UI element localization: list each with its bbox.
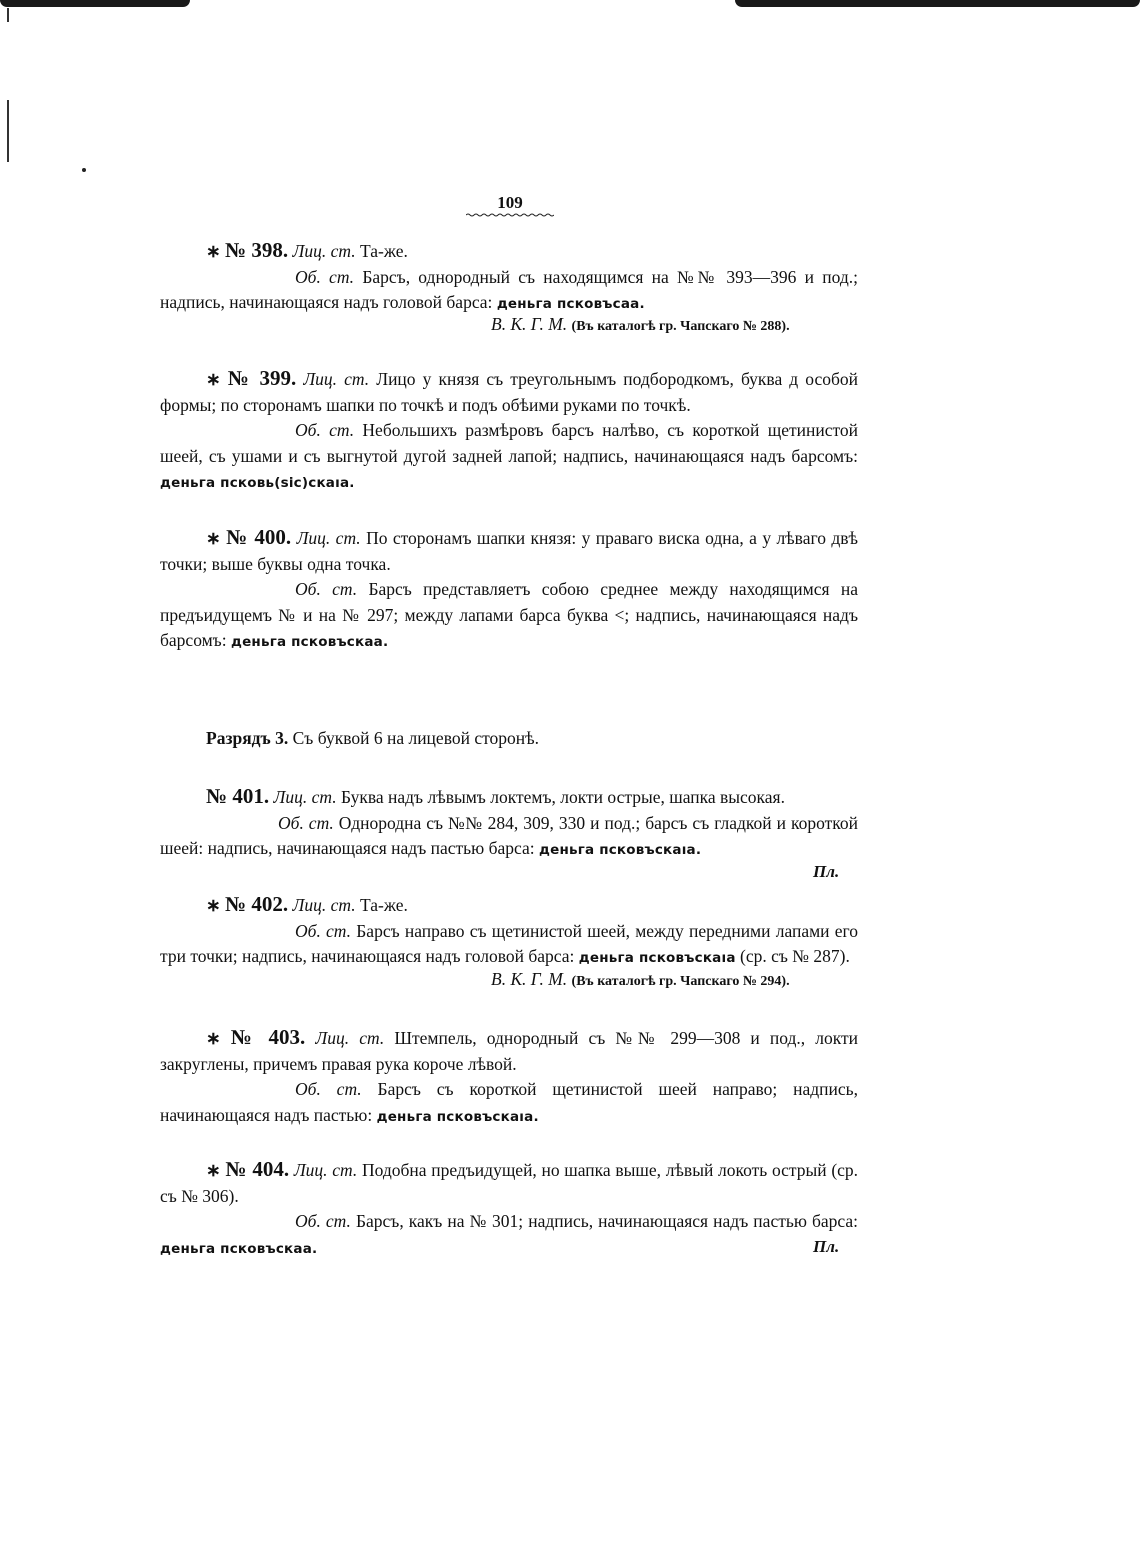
scan-edge-mark xyxy=(7,8,9,22)
reverse-text: Барсъ представляетъ собою среднее между находящимся на предъидущемъ № и на № 297; между лапами барса буква <; надпись, начинающаяся надъ барсомъ: xyxy=(160,579,858,650)
obverse-text: Лицо у князя съ треугольнымъ подбородкомъ, буква д особой формы; по сторонамъ шапки по точкѣ и подъ обѣими руками по точкѣ. xyxy=(160,369,858,415)
reverse-text: Барсъ съ короткой щетинистой шеей направо; надпись, начинающаяся надъ пастью: xyxy=(160,1079,858,1125)
obverse-text: Подобна предъидущей, но шапка выше, лѣвый локоть острый (ср. съ № 306). xyxy=(160,1160,859,1206)
source-401: Пл. xyxy=(813,862,840,881)
entry-401 xyxy=(160,784,858,864)
page-number-wavy-rule xyxy=(466,213,554,217)
page-number: 109 xyxy=(497,193,523,212)
source-label: В. К. Г. М. xyxy=(491,314,568,334)
entry-399 xyxy=(160,366,858,497)
legend: деньга псковъскаıа. xyxy=(539,842,702,858)
marker: ∗ xyxy=(206,895,221,915)
reverse-text-cont: (ср. съ № 287). xyxy=(740,946,850,966)
section-heading xyxy=(206,728,539,749)
obverse-label: Лиц. ст. xyxy=(303,369,370,389)
reverse-label: Об. ст. xyxy=(295,920,352,941)
obverse-label: Лиц. ст. xyxy=(273,787,337,807)
source-398 xyxy=(491,314,790,335)
reverse-label: Об. ст. xyxy=(295,266,355,287)
reverse-text: Небольшихъ размѣровъ барсъ налѣво, съ короткой щетинистой шеей, съ ушами и съ выгнутой дугой задней лапой; надпись, начинающаяся надъ барсомъ: xyxy=(160,420,859,466)
marker: ∗ xyxy=(206,1160,221,1180)
legend: деньга псковь(sic)скаıа. xyxy=(160,475,355,491)
marker: ∗ xyxy=(206,528,221,548)
obverse-text: Буква надъ лѣвымъ локтемъ, локти острые, шапка высокая. xyxy=(340,787,785,807)
entry-402 xyxy=(160,892,858,972)
marker: ∗ xyxy=(206,369,221,389)
section-label: Разрядъ 3. xyxy=(206,728,289,748)
obverse-text: По сторонамъ шапки князя: у праваго виска одна, а у лѣваго двѣ точки; выше буквы одна точка. xyxy=(160,528,859,574)
reverse-label: Об. ст. xyxy=(295,1079,362,1099)
marker: ∗ xyxy=(206,241,221,261)
source-402 xyxy=(491,969,790,990)
obverse-text: Штемпель, однородный съ №№ 299—308 и под., локти закруглены, причемъ правая рука короче лѣвой. xyxy=(160,1028,859,1074)
entry-number: № 401. xyxy=(206,784,270,808)
entry-403 xyxy=(160,1025,858,1130)
source-note: (Въ каталогѣ гр. Чапскаго № 288). xyxy=(571,319,790,334)
entry-number: № 402. xyxy=(225,892,289,916)
scan-edge-mark xyxy=(7,100,9,162)
obverse-text: Та-же. xyxy=(360,895,408,915)
marker: ∗ xyxy=(206,1028,221,1048)
source-note: (Въ каталогѣ гр. Чапскаго № 294). xyxy=(571,974,790,989)
reverse-label: Об. ст. xyxy=(295,1211,351,1231)
legend: деньга псковъсаа. xyxy=(496,296,645,312)
source-label: В. К. Г. М. xyxy=(491,969,568,989)
entry-number: № 399. xyxy=(227,366,297,390)
reverse-text: Барсъ направо съ щетинистой шеей, между передними лапами его три точки; надпись, начинающаяся надъ головой барса: xyxy=(160,920,859,966)
legend: деньга псковъскаıа. xyxy=(376,1108,539,1125)
obverse-text: Та-же. xyxy=(360,241,408,261)
legend: деньга псковъскаıа xyxy=(578,950,736,966)
scan-speck xyxy=(82,168,86,172)
section-text: Съ буквой 6 на лицевой сторонѣ. xyxy=(292,728,540,748)
obverse-label: Лиц. ст. xyxy=(292,895,356,915)
reverse-text: Барсъ, однородный съ находящимся на №№ 393—396 и под.; надпись, начинающаяся надъ головой барса: xyxy=(160,266,859,312)
legend: деньга псковъскаа. xyxy=(230,634,389,650)
reverse-text: Однородна съ №№ 284, 309, 330 и под.; барсъ съ гладкой и короткой шеей: надпись, начинающаяся надъ пастью барса: xyxy=(160,812,859,858)
entry-number: № 400. xyxy=(226,525,292,549)
reverse-label: Об. ст. xyxy=(295,579,358,599)
source-404: Пл. xyxy=(813,1237,840,1256)
reverse-text: Барсъ, какъ на № 301; надпись, начинающаяся надъ пастью барса: xyxy=(355,1211,859,1231)
entry-404 xyxy=(160,1157,858,1262)
entry-number: № 404. xyxy=(225,1157,290,1181)
obverse-label: Лиц. ст. xyxy=(292,241,356,261)
scan-edge-top-left xyxy=(0,0,190,7)
entry-number: № 403. xyxy=(230,1025,306,1049)
scan-edge-top-right xyxy=(735,0,1140,7)
legend: деньга псковъскаа. xyxy=(160,1240,318,1257)
reverse-label: Об. ст. xyxy=(295,420,355,440)
obverse-label: Лиц. ст. xyxy=(315,1028,385,1048)
entry-400 xyxy=(160,525,858,656)
obverse-label: Лиц. ст. xyxy=(296,528,361,548)
obverse-label: Лиц. ст. xyxy=(293,1160,358,1180)
reverse-label: Об. ст. xyxy=(278,812,334,833)
entry-398 xyxy=(160,238,858,318)
entry-number: № 398. xyxy=(225,238,289,262)
